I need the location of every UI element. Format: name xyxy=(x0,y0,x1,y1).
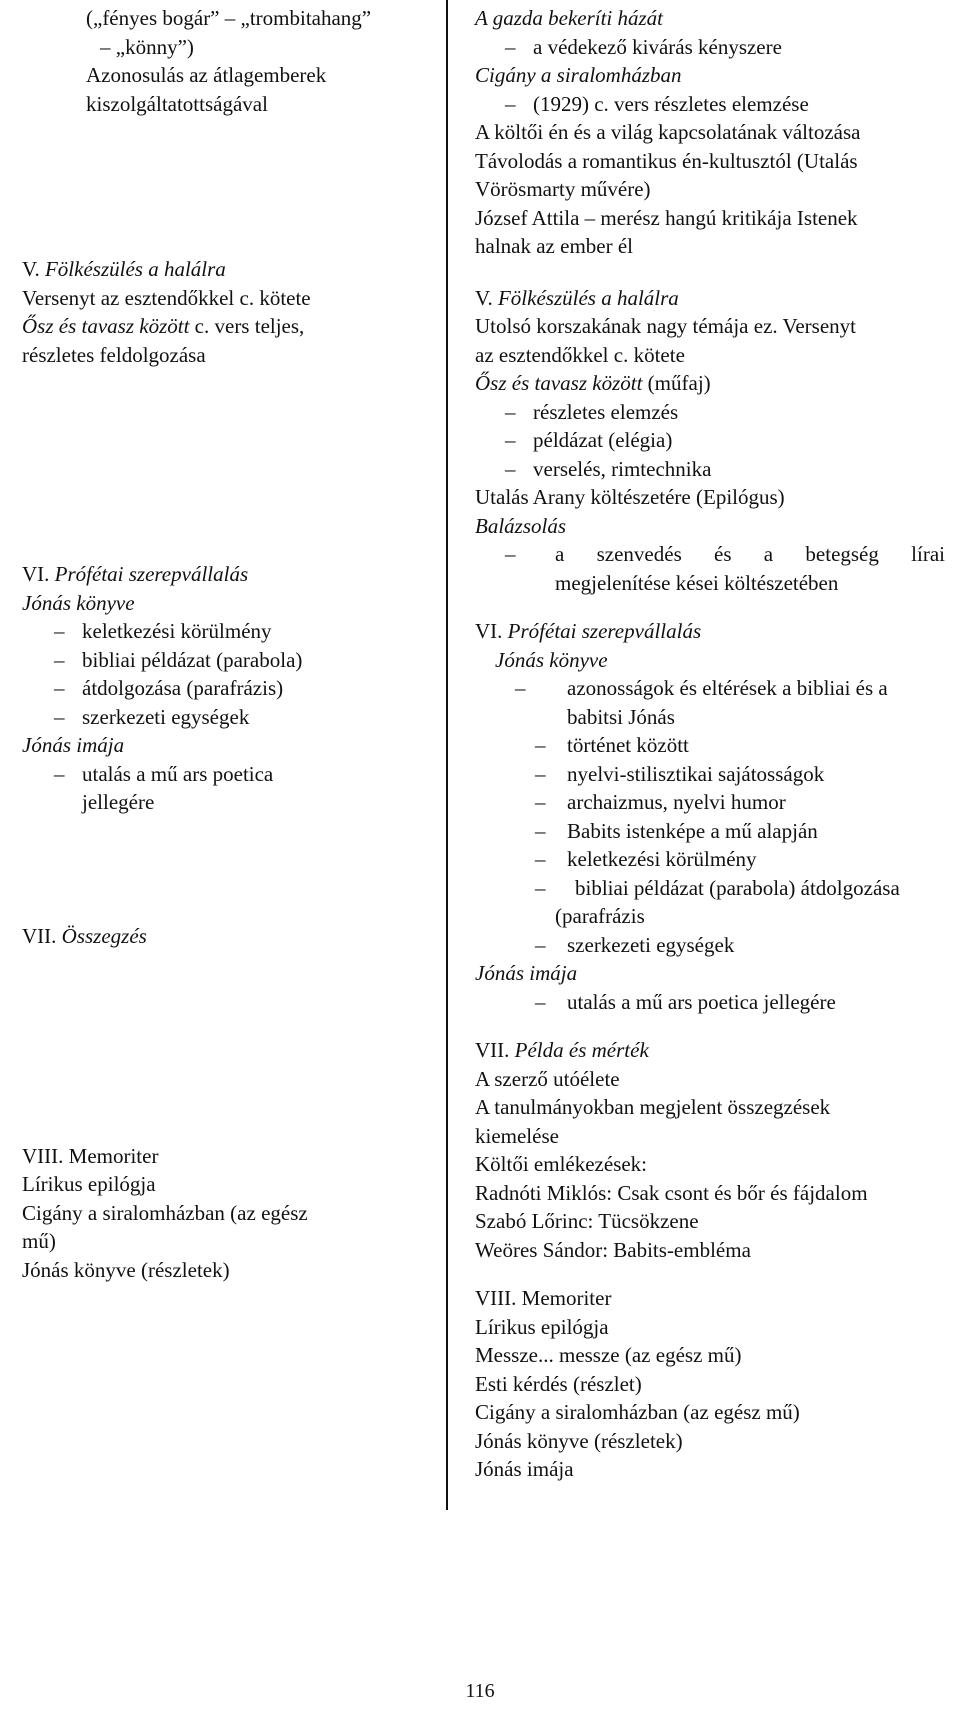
spacer xyxy=(22,118,432,147)
list-item: – a védekező kivárás kényszere xyxy=(505,34,782,59)
spacer xyxy=(22,1093,432,1122)
list-item: – bibliai példázat (parabola) átdolgozása xyxy=(535,875,900,900)
spacer xyxy=(22,483,432,512)
column-divider xyxy=(446,0,448,1510)
section-heading: VI. Prófétai szerepvállalás xyxy=(22,562,249,586)
spacer xyxy=(22,951,432,980)
spacer xyxy=(22,455,432,484)
list-item: – utalás a mű ars poetica xyxy=(54,761,274,786)
spacer xyxy=(22,979,432,1008)
text-line: Ősz és tavasz között c. vers teljes, xyxy=(22,314,305,338)
left-intro-line: Azonosulás az átlagemberek xyxy=(86,63,327,87)
subheading: Jónás könyve xyxy=(495,647,608,672)
list-item: – utalás a mű ars poetica jellegére xyxy=(535,989,836,1014)
text-line: Cigány a siralomházban (az egész mű) xyxy=(475,1400,800,1424)
text-line: Ősz és tavasz között (műfaj) xyxy=(475,371,711,395)
text-line: A tanulmányokban megjelent összegzések xyxy=(475,1095,831,1119)
spacer xyxy=(22,147,432,176)
section-heading: VI. Prófétai szerepvállalás xyxy=(475,619,702,643)
spacer xyxy=(22,1122,432,1142)
text-line: Cigány a siralomházban xyxy=(475,63,682,87)
text-line: mű) xyxy=(22,1229,56,1253)
spacer xyxy=(22,845,432,874)
text-line: Lírikus epilógja xyxy=(22,1172,156,1196)
spacer xyxy=(22,512,432,541)
section-heading: V. Fölkészülés a halálra xyxy=(22,257,226,281)
subheading: Jónás könyve xyxy=(22,590,135,615)
text-line: az esztendőkkel c. kötete xyxy=(475,342,685,367)
section-heading: VIII. Memoriter xyxy=(475,1286,612,1310)
text-line: Versenyt az esztendőkkel c. kötete xyxy=(22,285,311,310)
list-item: – történet között xyxy=(535,733,689,757)
text-line: Jónás imája xyxy=(475,1457,574,1481)
left-column xyxy=(22,4,432,1284)
text-line: Lírikus epilógja xyxy=(475,1314,609,1339)
list-item-cont: babitsi Jónás xyxy=(567,704,675,729)
list-item-cont: jellegére xyxy=(82,790,155,814)
text-line: A gazda bekeríti házát xyxy=(475,6,664,30)
text-line: Vörösmarty művére) xyxy=(475,177,651,201)
subheading: Jónás imája xyxy=(475,961,578,985)
text-line: Jónás könyve (részletek) xyxy=(22,1257,230,1282)
spacer xyxy=(22,540,432,560)
spacer xyxy=(22,369,432,398)
text-line: kiemelése xyxy=(475,1123,559,1148)
list-item: – a szenvedés és a betegség lírai xyxy=(505,542,945,566)
list-item: – példázat (elégia) xyxy=(505,428,673,452)
list-item: – szerkezeti egységek xyxy=(535,932,735,957)
list-item: – Babits istenképe a mű alapján xyxy=(535,818,818,843)
left-intro-line: kiszolgáltatottságával xyxy=(86,91,268,116)
list-item: – részletes elemzés xyxy=(505,399,679,424)
spacer xyxy=(475,261,955,284)
section-heading: VII. Összegzés xyxy=(22,924,147,948)
spacer xyxy=(22,204,432,233)
section-heading: VIII. Memoriter xyxy=(22,1143,159,1168)
text-line: Távolodás a romantikus én-kultusztól (Utalás xyxy=(475,148,858,173)
page-number: 116 xyxy=(465,1680,495,1702)
text-line: halnak az ember él xyxy=(475,234,633,258)
spacer xyxy=(22,175,432,204)
section-heading: V. Fölkészülés a halálra xyxy=(475,285,679,310)
spacer xyxy=(22,232,432,255)
list-item: – keletkezési körülmény xyxy=(535,847,757,871)
text-line: Messze... messze (az egész mű) xyxy=(475,1343,742,1367)
list-item: – szerkezeti egységek xyxy=(54,704,250,729)
text-line: Szabó Lőrinc: Tücsökzene xyxy=(475,1209,699,1233)
spacer xyxy=(22,398,432,427)
text-line: Cigány a siralomházban (az egész xyxy=(22,1200,308,1225)
list-item-cont: megjelenítése kései költészetében xyxy=(555,570,839,595)
spacer xyxy=(22,1065,432,1094)
list-item: – verselés, rimtechnika xyxy=(505,456,712,481)
text-line: Balázsolás xyxy=(475,513,567,538)
text-line: Jónás könyve (részletek) xyxy=(475,1428,683,1453)
list-item: – nyelvi-stilisztikai sajátosságok xyxy=(535,761,825,786)
text-line: részletes feldolgozása xyxy=(22,342,206,367)
text-line: A szerző utóélete xyxy=(475,1066,620,1091)
text-line: Esti kérdés (részlet) xyxy=(475,1371,642,1396)
spacer xyxy=(22,874,432,903)
spacer xyxy=(475,1264,955,1284)
section-heading: VII. Példa és mérték xyxy=(475,1038,649,1062)
spacer xyxy=(22,902,432,922)
list-item: – azonosságok és eltérések a bibliai és a xyxy=(515,676,888,700)
list-item-cont: (parafrázis xyxy=(555,904,645,928)
spacer xyxy=(475,597,955,617)
text-line: József Attila – merész hangú kritikája Istenek xyxy=(475,205,858,230)
text-line: Utolsó korszakának nagy témája ez. Versenyt xyxy=(475,314,856,338)
spacer xyxy=(22,426,432,455)
text-line: A költői én és a világ kapcsolatának változása xyxy=(475,120,861,144)
left-intro-line: – „könny”) xyxy=(100,34,194,59)
right-column xyxy=(475,4,955,1484)
list-item: – archaizmus, nyelvi humor xyxy=(535,790,786,814)
spacer xyxy=(22,817,432,846)
spacer xyxy=(22,1036,432,1065)
list-item: – keletkezési körülmény xyxy=(54,619,272,643)
spacer xyxy=(22,1008,432,1037)
text-line: Költői emlékezések: xyxy=(475,1152,648,1176)
left-intro-line: („fényes bogár” – „trombitahang” xyxy=(86,6,372,30)
list-item: – átdolgozása (parafrázis) xyxy=(54,676,284,700)
text-line: Weöres Sándor: Babits-embléma xyxy=(475,1237,751,1262)
spacer xyxy=(475,1016,955,1036)
list-item: – bibliai példázat (parabola) xyxy=(54,647,303,672)
text-line: Utalás Arany költészetére (Epilógus) xyxy=(475,485,785,509)
list-item: – (1929) c. vers részletes elemzése xyxy=(505,91,809,116)
subheading: Jónás imája xyxy=(22,733,125,757)
text-line: Radnóti Miklós: Csak csont és bőr és fájdalom xyxy=(475,1180,868,1205)
